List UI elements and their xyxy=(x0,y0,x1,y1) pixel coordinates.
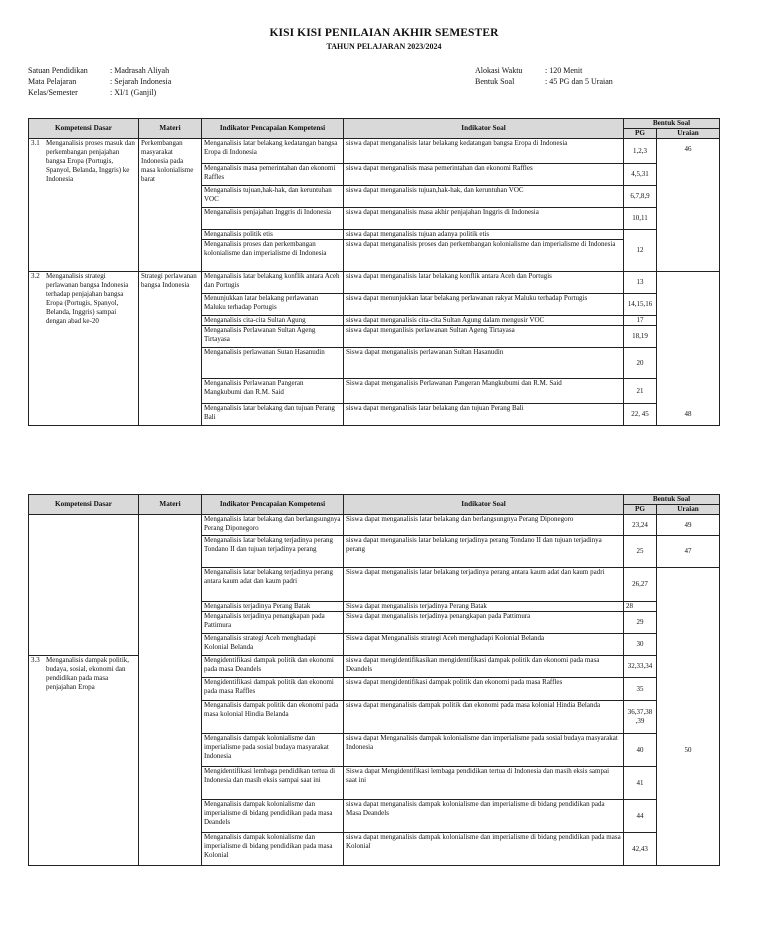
meta-key: Bentuk Soal xyxy=(475,77,515,86)
ipk-cell: Menunjukkan latar belakang perlawanan Maluku terhadap Portugis xyxy=(202,294,344,316)
ipk-cell: Menganalisis latar belakang dan berlangsungnya Perang Diponegoro xyxy=(202,515,344,536)
soal-cell: siswa dapat menganalisis masa pemerintahan dan ekonomi Raffles xyxy=(344,164,624,186)
meta-row xyxy=(475,76,613,87)
soal-cell: siswa dapat menganalisis latar belakang kedatangan bangsa Eropa di Indonesia xyxy=(344,139,624,164)
pg-cell: 14,15,16 xyxy=(624,294,657,316)
pg-cell: 23,24 xyxy=(624,515,657,536)
pg-cell: 6,7,8,9 xyxy=(624,186,657,208)
pg-cell: 44 xyxy=(624,800,657,833)
pg-cell: 22, 45 xyxy=(624,404,657,426)
meta-row xyxy=(28,65,171,76)
ipk-cell: Menganalisis proses dan perkembangan kolonialisme dan imperialisme di Indonesia xyxy=(202,240,344,272)
soal-cell: siswa dapat menganalisis dampak kolonialisme dan imperialisme di bidang pendidikan pada masa Kolonial xyxy=(344,833,624,866)
meta-right xyxy=(475,65,613,87)
meta-key: Alokasi Waktu xyxy=(475,66,523,75)
meta-key: Mata Pelajaran xyxy=(28,77,77,86)
pg-cell: 26,27 xyxy=(624,568,657,602)
kd-number: 3.3 xyxy=(31,656,40,664)
soal-cell: Siswa dapat menganalisis Perlawanan Pangeran Mangkubumi dan R.M. Said xyxy=(344,379,624,404)
ipk-cell: Mengidentifikasi dampak politik dan ekonomi pada masa Raffles xyxy=(202,678,344,701)
soal-cell: Siswa dapat menganalisis terjadinya Perang Batak xyxy=(344,602,624,612)
pg-cell: 18,19 xyxy=(624,326,657,348)
header-pg: PG xyxy=(624,129,657,139)
ipk-cell: Menganalisis terjadinya penangkapan pada Pattimura xyxy=(202,612,344,634)
header-kompetensi-dasar: Kompetensi Dasar xyxy=(29,119,139,139)
pg-cell: 35 xyxy=(624,678,657,701)
header-materi: Materi xyxy=(139,119,202,139)
soal-cell: siswa dapat menganalisis dampak kolonialisme dan imperialisme di bidang pendidikan pada Masa Deandels xyxy=(344,800,624,833)
pg-cell: 30 xyxy=(624,634,657,656)
soal-cell: siswa dapat menganalisis latar belakang dan tujuan Perang Bali xyxy=(344,404,624,426)
ipk-cell: Menganalisis penjajahan Inggris di Indonesia xyxy=(202,208,344,230)
pg-cell: 41 xyxy=(624,767,657,800)
ipk-cell: Menganalisis dampak kolonialisme dan imperialisme di bidang pendidikan pada masa Kolonial xyxy=(202,833,344,866)
pg-cell: 21 xyxy=(624,379,657,404)
materi-cell: Perkembangan masyarakat Indonesia pada masa kolonialisme barat xyxy=(139,139,202,272)
kd-cell xyxy=(29,139,139,272)
kisi-table-1 xyxy=(28,118,720,426)
ipk-cell: Menganalisis perlawanan Sutan Hasanudin xyxy=(202,348,344,379)
kd-number: 3.1 xyxy=(31,139,40,147)
ipk-cell: Menganalisis dampak kolonialisme dan imperialisme pada sosial budaya masyarakat Indonesia xyxy=(202,734,344,767)
meta-left xyxy=(28,65,171,98)
kd-text: Menganalisis proses masuk dan perkembangan penjajahan bangsa Eropa (Portugis, Spanyol, Belanda, Inggris) ke Indonesia xyxy=(46,139,135,183)
meta-row xyxy=(475,65,613,76)
pg-cell: 13 xyxy=(624,272,657,294)
pg-cell: 20 xyxy=(624,348,657,379)
pg-cell: 17 xyxy=(624,316,657,326)
ipk-cell: Mengidentifikasi lembaga pendidikan tertua di Indonesia dan masih eksis sampai saat ini xyxy=(202,767,344,800)
pg-cell: 36,37,38 ,39 xyxy=(624,701,657,734)
pg-cell: 29 xyxy=(624,612,657,634)
meta-value: : XI/1 (Ganjil) xyxy=(110,88,157,97)
meta-row xyxy=(28,76,171,87)
pg-cell: 1,2,3 xyxy=(624,139,657,164)
ipk-cell: Menganalisis latar belakang terjadinya perang antara kaum adat dan kaum padri xyxy=(202,568,344,602)
soal-cell: Siswa dapat Menganalisis strategi Aceh menghadapi Kolonial Belanda xyxy=(344,634,624,656)
soal-cell: siswa dapat menganalisis dampak politik dan ekonomi pada masa kolonial Hindia Belanda xyxy=(344,701,624,734)
ipk-cell: Menganalisis strategi Aceh menghadapi Kolonial Belanda xyxy=(202,634,344,656)
uraian-cell: 48 xyxy=(657,272,720,426)
header-pg: PG xyxy=(624,505,657,515)
soal-cell: siswa dapat mengidentifikasi dampak politik dan ekonomi pada masa Raffles xyxy=(344,678,624,701)
uraian-cell: 49 xyxy=(657,515,720,536)
soal-cell: siswa dapat menganalisis proses dan perkembangan kolonialisme dan imperialisme di Indonesia xyxy=(344,240,624,272)
meta-value: : Sejarah Indonesia xyxy=(110,77,172,86)
soal-cell: siswa dapat menganalisis masa akhir penjajahan Inggris di Indonesia xyxy=(344,208,624,230)
pg-cell: 25 xyxy=(624,536,657,568)
soal-cell: siswa dapat menganlisis perlawanan Sultan Ageng Tirtayasa xyxy=(344,326,624,348)
header-bentuk-soal: Bentuk Soal xyxy=(624,119,720,129)
ipk-cell: Menganalisis tujuan,hak-hak, dan keruntuhan VOC xyxy=(202,186,344,208)
soal-cell: Siswa dapat menganalisis latar belakang terjadinya perang antara kaum adat dan kaum padri xyxy=(344,568,624,602)
uraian-cell: 46 xyxy=(657,139,720,272)
uraian-cell: 47 xyxy=(657,536,720,568)
ipk-cell: Menganalisis latar belakang konflik antara Aceh dan Portugis xyxy=(202,272,344,294)
pg-cell: 40 xyxy=(624,734,657,767)
ipk-cell: Menganalisis terjadinya Perang Batak xyxy=(202,602,344,612)
uraian-cell-empty xyxy=(657,568,720,866)
header-kompetensi-dasar: Kompetensi Dasar xyxy=(29,495,139,515)
uraian-value: 50 xyxy=(684,745,692,754)
ipk-cell: Menganalisis masa pemerintahan dan ekonomi Raffles xyxy=(202,164,344,186)
header-bentuk-soal: Bentuk Soal xyxy=(624,495,720,505)
pg-cell: 32,33,34 xyxy=(624,656,657,678)
kd-text: Menganalisis strategi perlawanan bangsa Indonesia terhadap penjajahan bangsa Eropa (Portugis, Spanyol, Belanda, Inggris) sampai dengan abad ke-20 xyxy=(46,272,129,325)
kd-cell xyxy=(29,656,139,866)
ipk-cell: Menganalisis dampak politik dan ekonomi pada masa kolonial Hindia Belanda xyxy=(202,701,344,734)
soal-cell: Siswa dapat menganalisis perlawanan Sultan Hasanudin xyxy=(344,348,624,379)
header-uraian: Uraian xyxy=(657,129,720,139)
kd-cell-empty xyxy=(29,515,139,656)
meta-key: Kelas/Semester xyxy=(28,88,78,97)
ipk-cell: Menganalisis dampak kolonialisme dan imperialisme di bidang pendidikan pada masa Deandels xyxy=(202,800,344,833)
meta-row xyxy=(28,87,171,98)
soal-cell: Siswa dapat Mengidentifikasi lembaga pendidikan tertua di Indonesia dan masih eksis sampai saat ini xyxy=(344,767,624,800)
ipk-cell: Menganalisis latar belakang dan tujuan Perang Bali xyxy=(202,404,344,426)
ipk-cell: Menganalisis latar belakang terjadinya perang Tondano II dan tujuan terjadinya perang xyxy=(202,536,344,568)
ipk-cell: Menganalisis politik etis xyxy=(202,230,344,240)
soal-cell: siswa dapat menganalisis cita-cita Sultan Agung dalam mengusir VOC xyxy=(344,316,624,326)
soal-cell: siswa dapat menganalisis latar belakang terjadinya perang Tondano II dan tujuan terjadinya perang xyxy=(344,536,624,568)
document-subtitle: TAHUN PELAJARAN 2023/2024 xyxy=(326,42,442,51)
header-indikator-soal: Indikator Soal xyxy=(344,119,624,139)
soal-cell: siswa dapat menganalisis tujuan adanya politik etis xyxy=(344,230,624,240)
soal-cell: Siswa dapat menganalisis terjadinya penangkapan pada Pattimura xyxy=(344,612,624,634)
kisi-table-2 xyxy=(28,494,720,866)
meta-value: : 45 PG dan 5 Uraian xyxy=(545,77,613,86)
pg-cell: 4,5,31 xyxy=(624,164,657,186)
soal-cell: siswa dapat mengidentifikasikan mengidentifikasi dampak politik dan ekonomi pada masa Deandels xyxy=(344,656,624,678)
pg-cell: 12 xyxy=(624,230,657,272)
soal-cell: Siswa dapat menganalisis latar belakang dan berlangsungnya Perang Diponegoro xyxy=(344,515,624,536)
materi-cell-empty xyxy=(139,515,202,866)
ipk-cell: Menganalisis Perlawanan Sultan Ageng Tirtayasa xyxy=(202,326,344,348)
soal-cell: siswa dapat menunjukkan latar belakang perlawanan rakyat Maluku terhadap Portugis xyxy=(344,294,624,316)
pg-cell: 10,11 xyxy=(624,208,657,230)
header-ipk: Indikator Pencapaian Kompetensi xyxy=(202,119,344,139)
meta-key: Satuan Pendidikan xyxy=(28,66,88,75)
ipk-cell: Mengidentifikasi dampak politik dan ekonomi pada masa Deandels xyxy=(202,656,344,678)
soal-cell: siswa dapat Menganalisis dampak kolonialisme dan imperialisme pada sosial budaya masyarakat Indonesia xyxy=(344,734,624,767)
header-materi: Materi xyxy=(139,495,202,515)
kd-number: 3.2 xyxy=(31,272,40,280)
meta-value: : 120 Menit xyxy=(545,66,583,75)
header-uraian: Uraian xyxy=(657,505,720,515)
header-ipk: Indikator Pencapaian Kompetensi xyxy=(202,495,344,515)
materi-cell: Strategi perlawanan bangsa Indonesia xyxy=(139,272,202,426)
ipk-cell: Menganalisis latar belakang kedatangan bangsa Eropa di Indonesia xyxy=(202,139,344,164)
soal-cell: siswa dapat menganalisis tujuan,hak-hak, dan keruntuhan VOC xyxy=(344,186,624,208)
document-title: KISI KISI PENILAIAN AKHIR SEMESTER xyxy=(269,27,499,39)
ipk-cell: Menganalisis Perlawanan Pangeran Mangkubumi dan R.M. Said xyxy=(202,379,344,404)
soal-cell: siswa dapat menganalisis latar belakang konflik antara Aceh dan Portugis xyxy=(344,272,624,294)
header-indikator-soal: Indikator Soal xyxy=(344,495,624,515)
pg-cell: 42,43 xyxy=(624,833,657,866)
pg-cell: 28 xyxy=(624,602,657,612)
kd-cell xyxy=(29,272,139,426)
kd-text: Menganalisis dampak politik, budaya, sosial, ekonomi dan pendidikan pada masa penjajahan Eropa xyxy=(46,656,130,691)
meta-value: : Madrasah Aliyah xyxy=(110,66,170,75)
ipk-cell: Menganalisis cita-cita Sultan Agung xyxy=(202,316,344,326)
